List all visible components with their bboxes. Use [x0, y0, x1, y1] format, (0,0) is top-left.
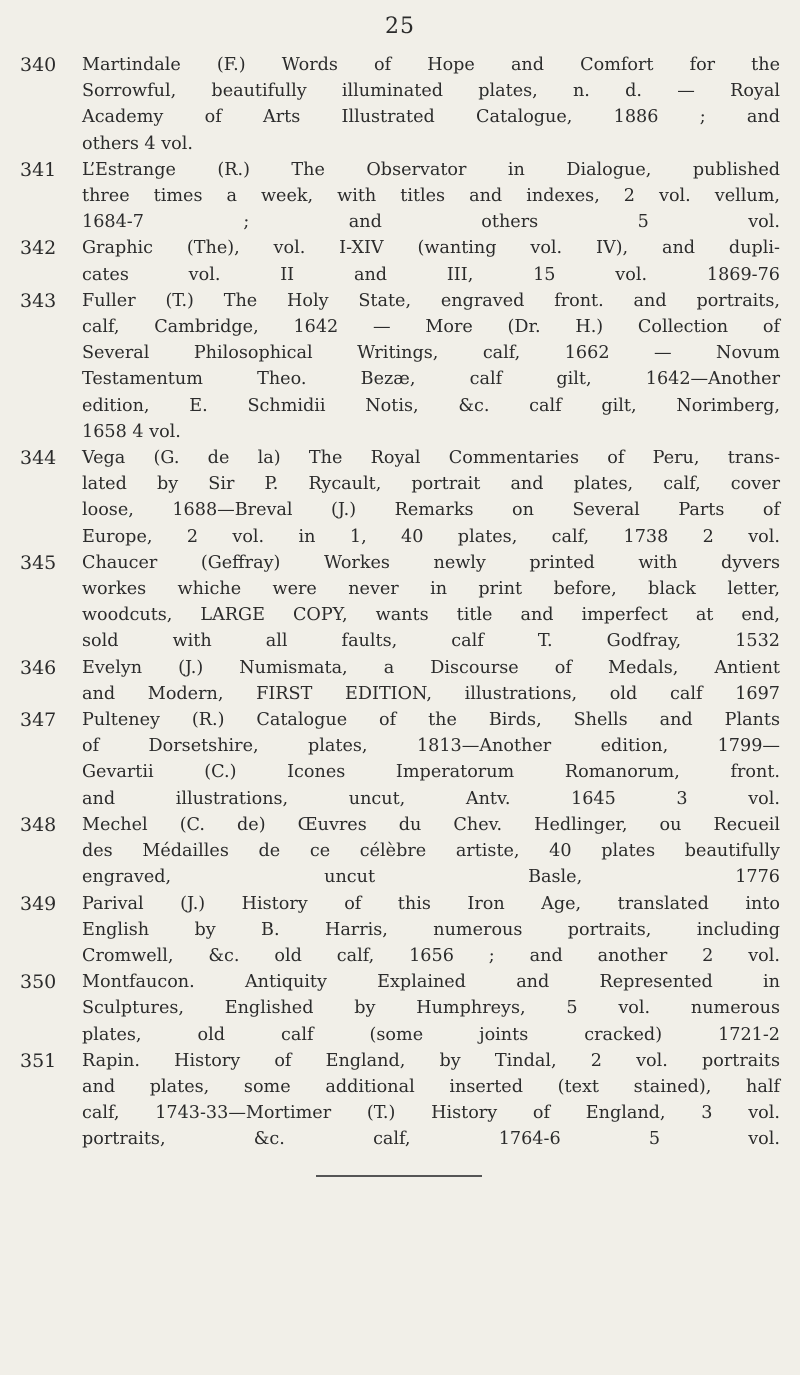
- lot-number: 351: [20, 1049, 57, 1072]
- lot-description-line: sold with all faults, calf T. Godfray, 1532: [82, 631, 780, 652]
- lot-description-line: Several Philosophical Writings, calf, 1662 — Novum: [82, 343, 780, 364]
- lot-description-line: lated by Sir P. Rycault, portrait and plates, calf, cover: [82, 474, 780, 495]
- lot-description-line: Gevartii (C.) Icones Imperatorum Romanorum, front.: [82, 762, 780, 783]
- lot-description-line: Europe, 2 vol. in 1, 40 plates, calf, 1738 2 vol.: [82, 526, 780, 547]
- lot-number: 347: [20, 709, 57, 732]
- lot-description-line: Rapin. History of England, by Tindal, 2 vol. portraits: [82, 1050, 780, 1071]
- lot-description-line: Montfaucon. Antiquity Explained and Represented in: [82, 972, 780, 993]
- lot-description-line: Chaucer (Geffray) Workes newly printed with dyvers: [82, 552, 780, 573]
- lot-number: 346: [20, 656, 57, 679]
- lot-description-line: three times a week, with titles and indexes, 2 vol. vellum,: [82, 186, 780, 207]
- lot-description-line: Mechel (C. de) Œuvres du Chev. Hedlinger, ou Recueil: [82, 814, 780, 835]
- lot-number: 342: [20, 237, 57, 260]
- lot-description-line: portraits, &c. calf, 1764-6 5 vol.: [82, 1129, 780, 1150]
- lot-entry: [20, 707, 780, 812]
- lot-description-line: others 4 vol.: [82, 133, 193, 154]
- lot-description-line: plates, old calf (some joints cracked) 1721-2: [82, 1024, 780, 1045]
- lot-entry: [20, 235, 780, 287]
- lot-description-line: English by B. Harris, numerous portraits, including: [82, 919, 780, 940]
- lot-description-line: and illustrations, uncut, Antv. 1645 3 vol.: [82, 788, 780, 809]
- lot-description-line: Vega (G. de la) The Royal Commentaries of Peru, trans-: [82, 448, 780, 469]
- lot-entry: [20, 969, 780, 1048]
- lot-description-line: workes whiche were never in print before, black letter,: [82, 579, 780, 600]
- lot-entry: [20, 288, 780, 445]
- lot-entry: [20, 445, 780, 550]
- lot-description-line: of Dorsetshire, plates, 1813—Another edition, 1799—: [82, 736, 780, 757]
- lot-description-line: cates vol. II and III, 15 vol. 1869-76: [82, 264, 780, 285]
- lot-entry: [20, 550, 780, 655]
- end-rule: [316, 1175, 482, 1177]
- lot-description-line: and plates, some additional inserted (text stained), half: [82, 1076, 780, 1097]
- lot-description-line: Cromwell, &c. old calf, 1656 ; and another 2 vol.: [82, 945, 780, 966]
- lot-number: 350: [20, 971, 57, 994]
- lot-description-line: Parival (J.) History of this Iron Age, translated into: [82, 893, 780, 914]
- lot-description-line: loose, 1688—Breval (J.) Remarks on Several Parts of: [82, 500, 780, 521]
- page-number: 25: [385, 14, 415, 39]
- lot-entry: [20, 1048, 780, 1153]
- lot-number: 340: [20, 54, 57, 76]
- lot-number: 349: [20, 892, 57, 915]
- lot-description-line: engraved, uncut Basle, 1776: [82, 867, 780, 888]
- lot-description-line: Sorrowful, beautifully illuminated plates, n. d. — Royal: [82, 81, 780, 102]
- lot-description-line: L’Estrange (R.) The Observator in Dialogue, published: [82, 159, 780, 180]
- lot-description-line: Evelyn (J.) Numismata, a Discourse of Medals, Antient: [82, 657, 780, 678]
- lot-number: 341: [20, 158, 57, 181]
- lot-entry: [20, 157, 780, 236]
- lot-description-line: calf, 1743-33—Mortimer (T.) History of England, 3 vol.: [82, 1103, 780, 1124]
- lot-number: 348: [20, 813, 57, 836]
- lot-description-line: Martindale (F.) Words of Hope and Comfort for the: [82, 55, 780, 75]
- lot-description-line: 1658 4 vol.: [82, 421, 181, 442]
- lot-entry: [20, 891, 780, 970]
- lot-description-line: Graphic (The), vol. I-XIV (wanting vol. IV), and dupli-: [82, 238, 780, 259]
- lot-description-line: Testamentum Theo. Bezæ, calf gilt, 1642—Another: [82, 369, 780, 390]
- lot-description-line: and Modern, FIRST EDITION, illustrations, old calf 1697: [82, 683, 780, 704]
- lot-number: 344: [20, 447, 57, 470]
- lot-description-line: calf, Cambridge, 1642 — More (Dr. H.) Collection of: [82, 317, 780, 338]
- lot-description-line: Fuller (T.) The Holy State, engraved front. and portraits,: [82, 290, 780, 311]
- lot-description-line: woodcuts, LARGE COPY, wants title and imperfect at end,: [82, 605, 780, 626]
- lot-description-line: edition, E. Schmidii Notis, &c. calf gilt, Norimberg,: [82, 395, 780, 416]
- lot-number: 345: [20, 551, 57, 574]
- lot-description-line: Sculptures, Englished by Humphreys, 5 vol. numerous: [82, 998, 780, 1019]
- lot-number: 343: [20, 289, 57, 312]
- lot-entry: [20, 812, 780, 891]
- lot-entry: [20, 655, 780, 707]
- lot-description-line: des Médailles de ce célèbre artiste, 40 plates beautifully: [82, 841, 780, 862]
- lot-description-line: Pulteney (R.) Catalogue of the Birds, Shells and Plants: [82, 710, 780, 731]
- lot-description-line: 1684-7 ; and others 5 vol.: [82, 212, 780, 233]
- lot-entry: [20, 52, 780, 157]
- lot-list: [20, 52, 780, 1153]
- lot-description-line: Academy of Arts Illustrated Catalogue, 1886 ; and: [82, 107, 780, 128]
